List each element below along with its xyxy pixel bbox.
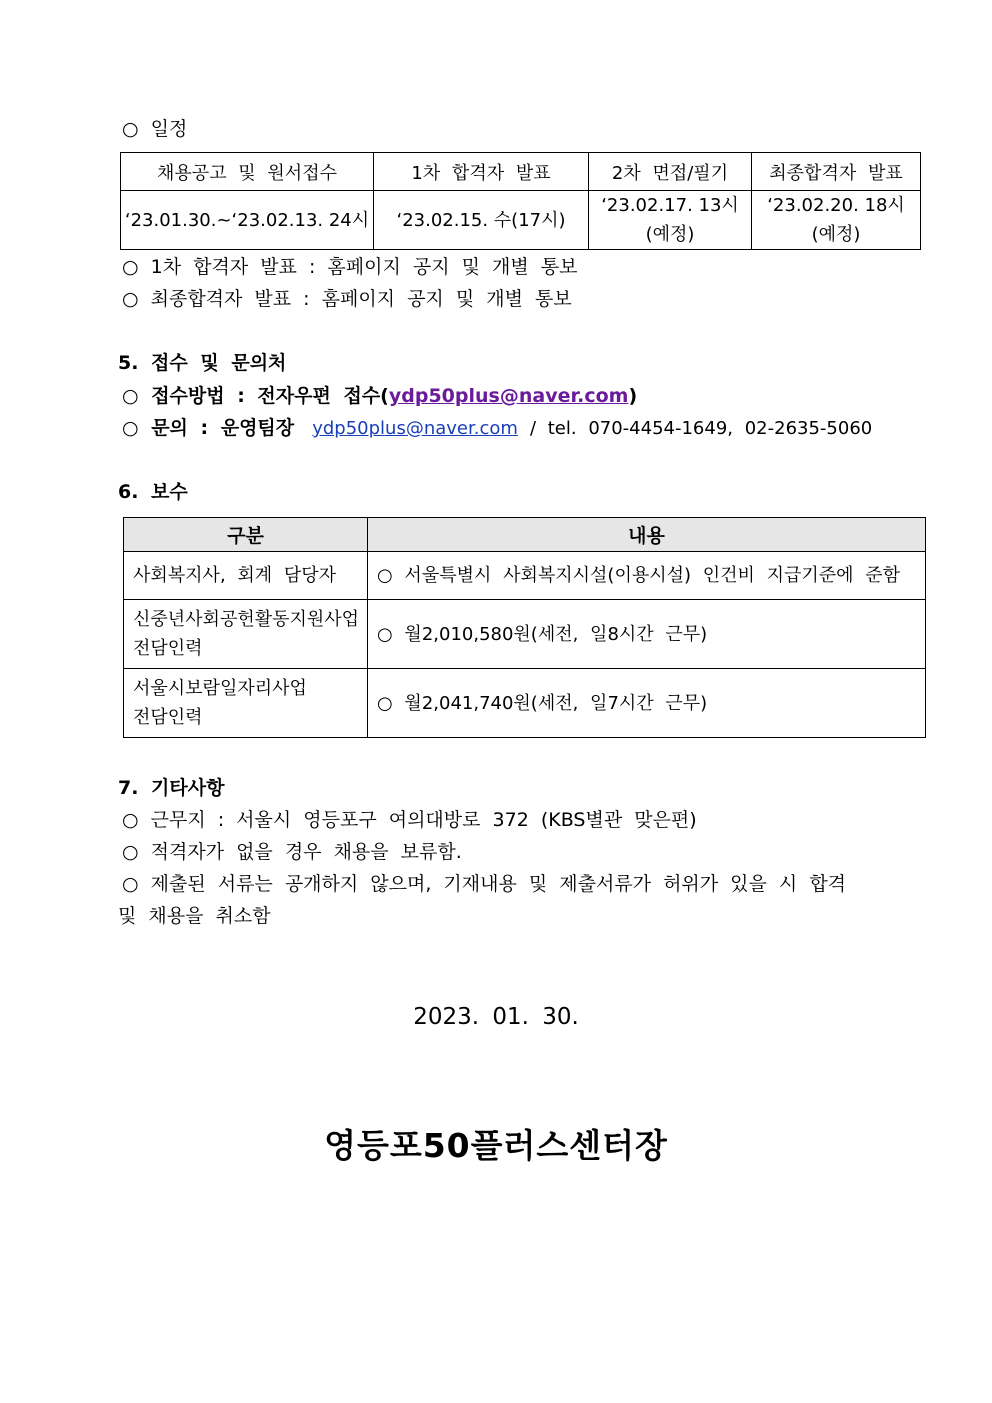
schedule-cell-final-result [752,191,921,250]
schedule-header-cell: 최종합격자 발표 [752,153,921,191]
salary-category-cell: 서울시보람일자리사업 전담인력 [124,669,368,738]
submission-method-label: ○ 접수방법 : 전자우편 접수( [122,385,389,407]
list-item: ○ 근무지 : 서울시 영등포구 여의대방로 372 (KBS별관 맞은편) [122,809,697,831]
inquiry-label: ○ 문의 : 운영팀장 [122,417,295,439]
section7-title: 7. 기타사항 [118,777,225,799]
schedule-cell-interview [589,191,752,250]
salary-content-cell: ○ 월2,041,740원(세전, 일7시간 근무) [368,669,926,738]
submission-method-close: ) [628,385,638,407]
table-row [124,600,926,669]
schedule-header-cell: 채용공고 및 원서접수 [121,153,374,191]
salary-category-cell: 사회복지사, 회계 담당자 [124,552,368,600]
schedule-cell-application: ‘23.01.30.~‘23.02.13. 24시 [121,191,374,250]
list-item: ○ 제출된 서류는 공개하지 않으며, 기재내용 및 제출서류가 허위가 있을 시 합격 [122,873,847,895]
schedule-header-cell: 1차 합격자 발표 [374,153,589,191]
schedule-cell-line: ‘23.02.20. 18시 [767,195,905,216]
schedule-table [120,152,921,250]
schedule-note: ○ 1차 합격자 발표 : 홈페이지 공지 및 개별 통보 [122,256,578,278]
schedule-cell-line: ‘23.02.17. 13시 [601,195,739,216]
schedule-data-row [121,191,921,250]
table-row [124,669,926,738]
inquiry-line [122,413,872,440]
document-date: 2023. 01. 30. [413,1004,579,1030]
list-item: 및 채용을 취소함 [118,905,271,927]
salary-category-cell: 신중년사회공헌활동지원사업 전담인력 [124,600,368,669]
salary-header-content: 내용 [368,518,926,552]
salary-header-row [124,518,926,552]
schedule-cell-line: (예정) [811,224,861,245]
signature: 영등포50플러스센터장 [324,1126,668,1165]
schedule-header-cell: 2차 면접/필기 [589,153,752,191]
salary-header-category: 구분 [124,518,368,552]
salary-table [123,517,926,738]
schedule-cell-first-result: ‘23.02.15. 수(17시) [374,191,589,250]
submission-email-link[interactable]: ydp50plus@naver.com [388,385,629,407]
section6-title: 6. 보수 [118,481,188,503]
salary-content-cell: ○ 월2,010,580원(세전, 일8시간 근무) [368,600,926,669]
salary-content-cell: ○ 서울특별시 사회복지시설(이용시설) 인건비 지급기준에 준함 [368,552,926,600]
inquiry-tel: / tel. 070-4454-1649, 02-2635-5060 [529,418,873,439]
submission-method [122,381,637,408]
list-item: ○ 적격자가 없을 경우 채용을 보류함. [122,841,462,863]
schedule-note: ○ 최종합격자 발표 : 홈페이지 공지 및 개별 통보 [122,288,572,310]
schedule-header-row [121,153,921,191]
section5-title: 5. 접수 및 문의처 [118,352,287,374]
schedule-heading: ○ 일정 [122,118,188,140]
inquiry-email-link[interactable]: ydp50plus@naver.com [312,418,518,439]
schedule-cell-line: (예정) [645,224,695,245]
table-row [124,552,926,600]
